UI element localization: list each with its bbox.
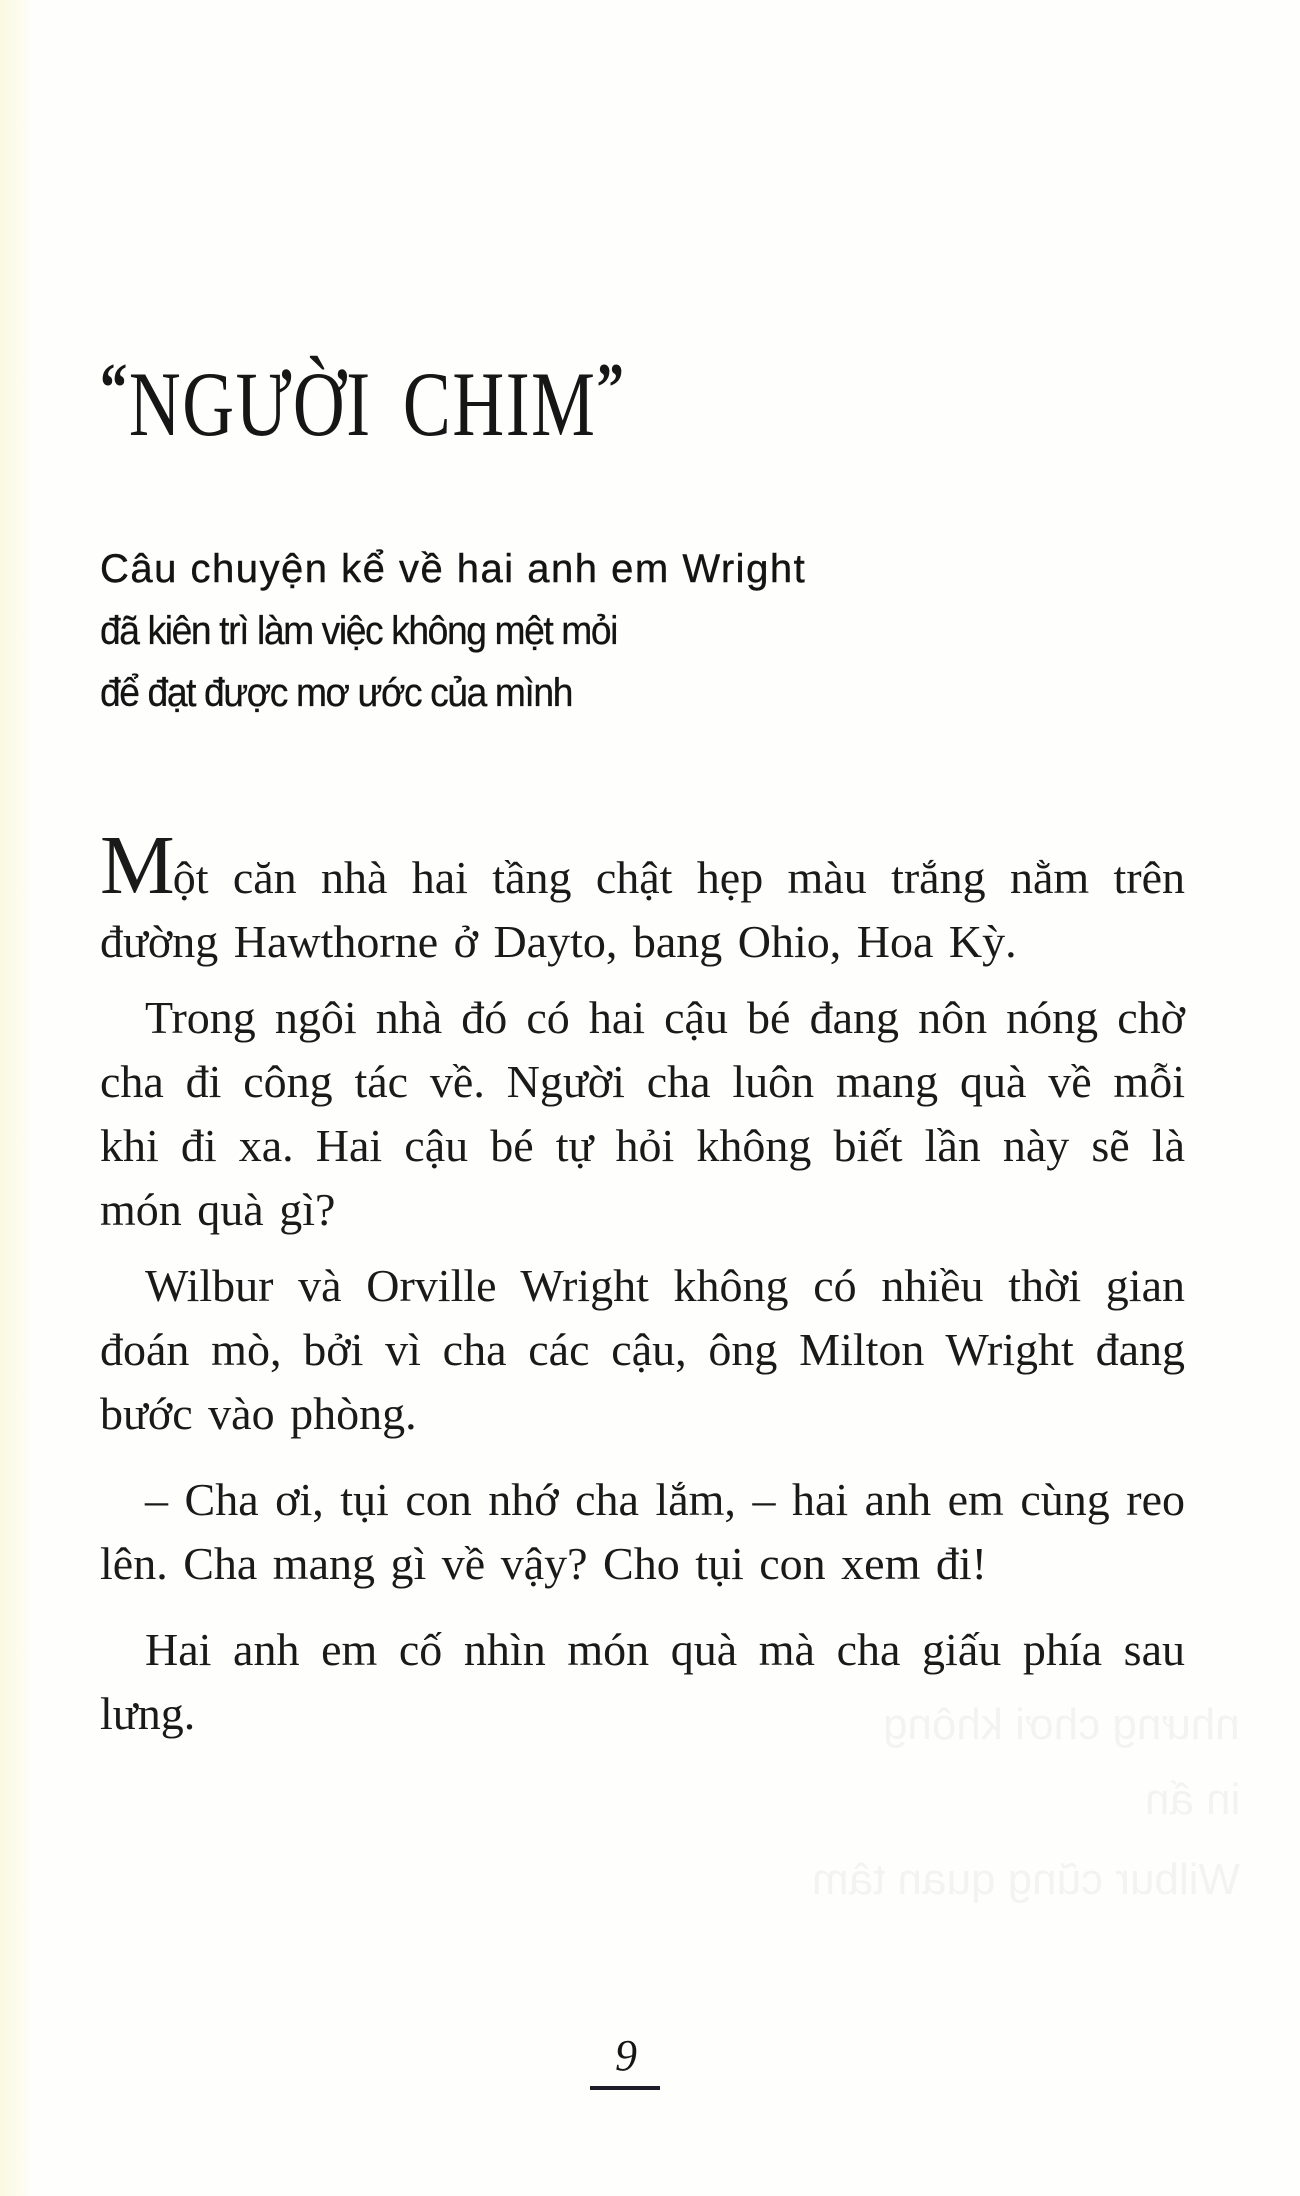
paragraph-text: ột căn nhà hai tầng chật hẹp màu trắng nằm trên đường Hawthorne ở Dayto, bang Ohio, Hoa Kỳ. [100, 852, 1185, 967]
subtitle-line: đã kiên trì làm việc không mệt mỏi [100, 609, 618, 653]
page-number: 9 [615, 2031, 637, 2080]
title-word: NGƯỜI [128, 352, 372, 455]
drop-cap: M [100, 819, 173, 912]
page-number-underline [590, 2086, 660, 2090]
paragraph [100, 819, 1185, 974]
subtitle-line: Câu chuyện kể về hai anh em Wright [100, 547, 807, 591]
close-quote: ” [596, 349, 626, 427]
page-edge-tint [0, 0, 34, 2196]
body-text [100, 819, 1185, 1746]
open-quote: “ [100, 349, 129, 427]
chapter-title [100, 349, 626, 455]
page-footer [590, 2032, 662, 2090]
paragraph: Wilbur và Orville Wright không có nhiều thời gian đoán mò, bởi vì cha các cậu, ông Milton Wright đang bước vào phòng. [100, 1260, 1185, 1439]
bleed-through-text: in ấn [1144, 1775, 1240, 1824]
subtitle-line: để đạt được mơ ước của mình [100, 671, 572, 715]
paragraph: Trong ngôi nhà đó có hai cậu bé đang nôn nóng chờ cha đi công tác về. Người cha luôn mang quà về mỗi khi đi xa. Hai cậu bé tự hỏi không biết lần này sẽ là món quà gì? [100, 992, 1185, 1235]
paragraph: Hai anh em cố nhìn món quà mà cha giấu phía sau lưng. [100, 1624, 1185, 1739]
paragraph-dialogue: – Cha ơi, tụi con nhớ cha lắm, – hai anh em cùng reo lên. Cha mang gì về vậy? Cho tụi con xem đi! [100, 1474, 1185, 1589]
bleed-through-text: nhưng chơi không [883, 1700, 1240, 1749]
chapter-subtitle [100, 538, 806, 724]
title-word: CHIM [402, 352, 597, 455]
bleed-through-text: Wilbur cũng quan tâm [812, 1855, 1240, 1904]
